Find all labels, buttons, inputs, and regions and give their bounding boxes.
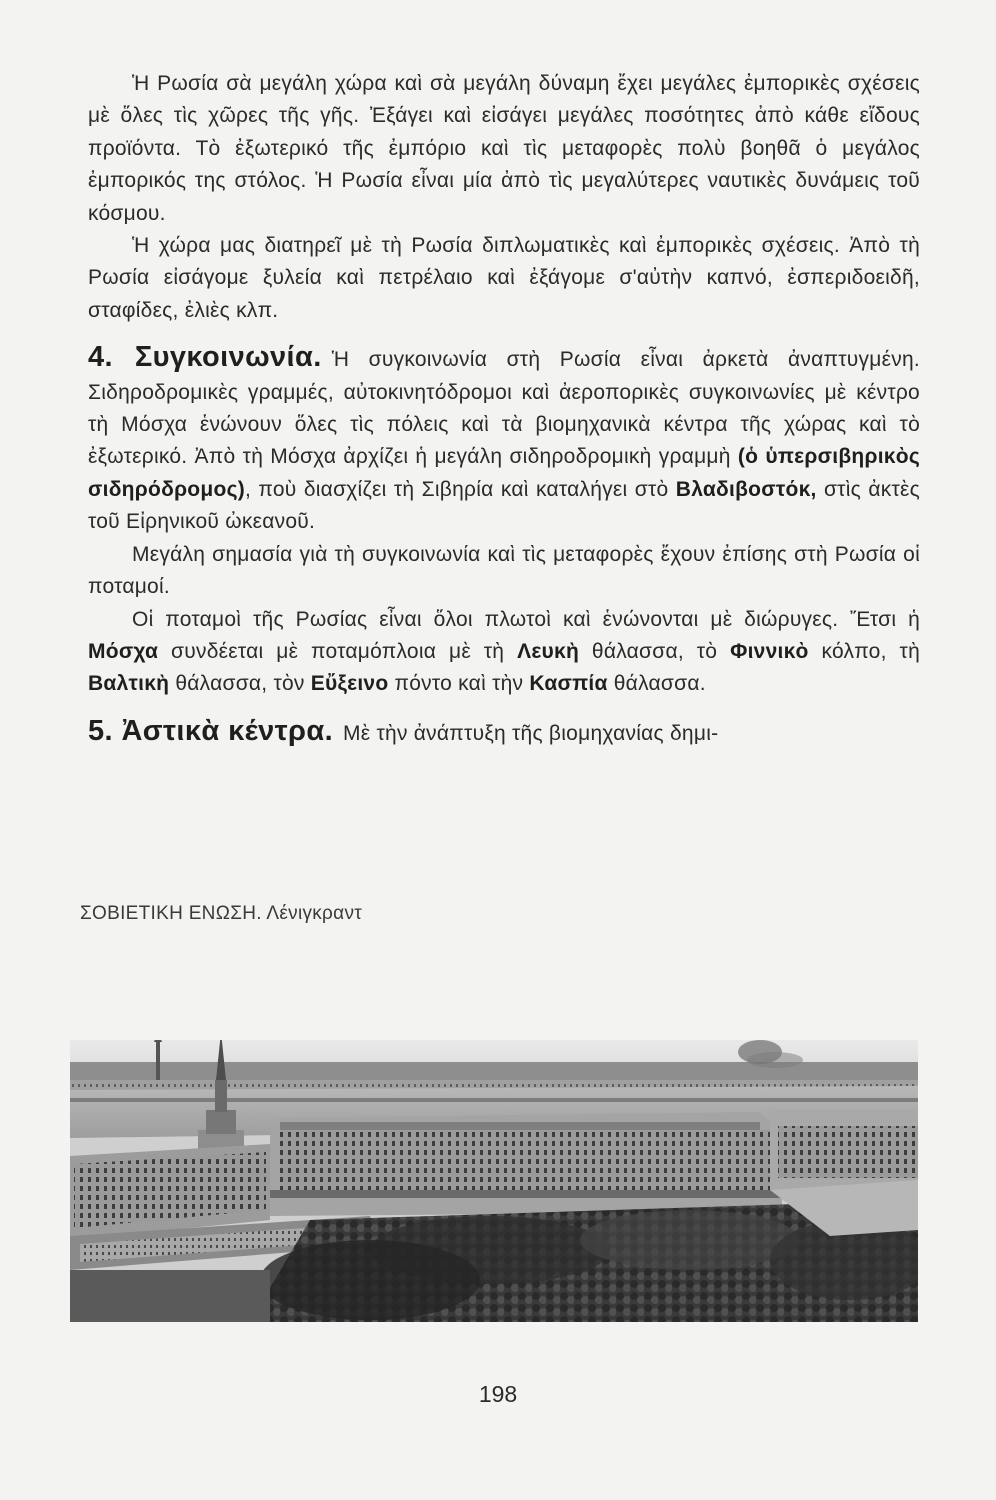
text-run: θάλασσα, τὸ [579,639,731,663]
text-run: , ποὺ διασχίζει τὴ Σιβηρία καὶ καταλήγει στὸ [244,477,676,501]
text-run: συνδέεται μὲ ποταμόπλοια μὲ τὴ [158,639,518,663]
bold-term: (ὁ ὑπερσιβηρικὸς σιδηρόδρομος) [88,445,920,501]
bold-term: Φιννικὸ [730,639,809,663]
section-paragraph [88,341,920,538]
paragraph [88,604,920,701]
section-paragraph [88,715,920,750]
text-run: Οἱ ποταμοὶ τῆς Ρωσίας εἶναι ὅλοι πλωτοὶ καὶ ἑνώνονται μὲ διώρυγες. Ἔτσι ἡ [132,607,920,631]
text-run: πόντο καὶ τὴν [388,672,530,696]
bold-term: Λευκὴ [517,639,580,663]
bold-term: Βαλτικὴ [88,672,170,696]
bold-term: Μόσχα [88,639,159,663]
city-panorama-illustration [70,1040,918,1322]
text-run: Ἡ Ρωσία σὰ μεγάλη χώρα καὶ σὰ μεγάλη δύναμη ἔχει μεγάλες ἐμπορικὲς σχέσεις μὲ ὅλες τὶς χῶρες τῆς γῆς. Ἐξάγει καὶ εἰσάγει μεγάλες ποσότητες ἀπὸ κάθε εἴδους προϊόντα. Τὸ ἐξωτερικό τῆς ἐμπόριο καὶ τὶς μεταφορὲς πολὺ βοηθᾶ ὁ μεγάλος ἐμπορικός της στόλος. Ἡ Ρωσία εἶναι μία ἀπὸ τὶς μεγαλύτερες ναυτικὲς δυνάμεις τοῦ κόσμου. [88,72,920,225]
text-run: κόλπο, τὴ [808,639,921,663]
bold-term: Κασπία [529,672,608,696]
photo-caption: ΣΟΒΙΕΤΙΚΗ ΕΝΩΣΗ. Λένιγκραντ [80,903,363,924]
text-run: Ἡ συγκοινωνία στὴ Ρωσία εἶναι ἀρκετὰ ἀναπτυγμένη. Σιδηροδρομικὲς γραμμές, αὐτοκινητόδρομοι καὶ ἀεροπορικὲς συγκοινωνίες μὲ κέντρο τὴ Μόσχα ἑνώνουν ὅλες τὶς πόλεις καὶ τὰ βιομηχανικὰ κέντρα τῆς χώρας καὶ τὸ ἐξωτερικό. Ἀπὸ τὴ Μόσχα ἀρχίζει ἡ μεγάλη σιδηροδρομικὴ γραμμὴ [88,348,920,469]
page-number: 198 [478,1381,518,1407]
text-run: Ἡ χώρα μας διατηρεῖ μὲ τὴ Ρωσία διπλωματικὲς καὶ ἐμπορικὲς σχέσεις. Ἀπὸ τὴ Ρωσία εἰσάγομε ξυλεία καὶ πετρέλαιο καὶ ἐξάγομε σ'αὐτὴν καπνό, ἐσπεριδοειδῆ, σταφίδες, ἐλιὲς κλπ. [88,234,920,322]
paragraph [88,68,920,230]
text-run: Μὲ τὴν ἀνάπτυξη τῆς βιομηχανίας δημι- [343,721,719,745]
photo-leningrad [70,1040,918,1322]
paragraph [88,539,920,604]
bold-term: Βλαδιβοστόκ, [675,477,817,501]
text-run: στὶς ἀκτὲς τοῦ Εἰρηνικοῦ ὠκεανοῦ. [88,477,920,534]
text-run: θάλασσα, τὸν [169,672,311,696]
bold-term: Εὔξεινο [310,672,389,696]
section-heading: 4. Συγκοινωνία. [88,341,322,374]
text-run: Μεγάλη σημασία γιὰ τὴ συγκοινωνία καὶ τὶς μεταφορὲς ἔχουν ἐπίσης στὴ Ρωσία οἱ ποταμοί. [88,542,920,599]
body-text [88,68,920,750]
section-heading: 5. Ἀστικὰ κέντρα. [88,714,334,747]
text-run: θάλασσα. [607,672,706,696]
paragraph [88,230,920,327]
